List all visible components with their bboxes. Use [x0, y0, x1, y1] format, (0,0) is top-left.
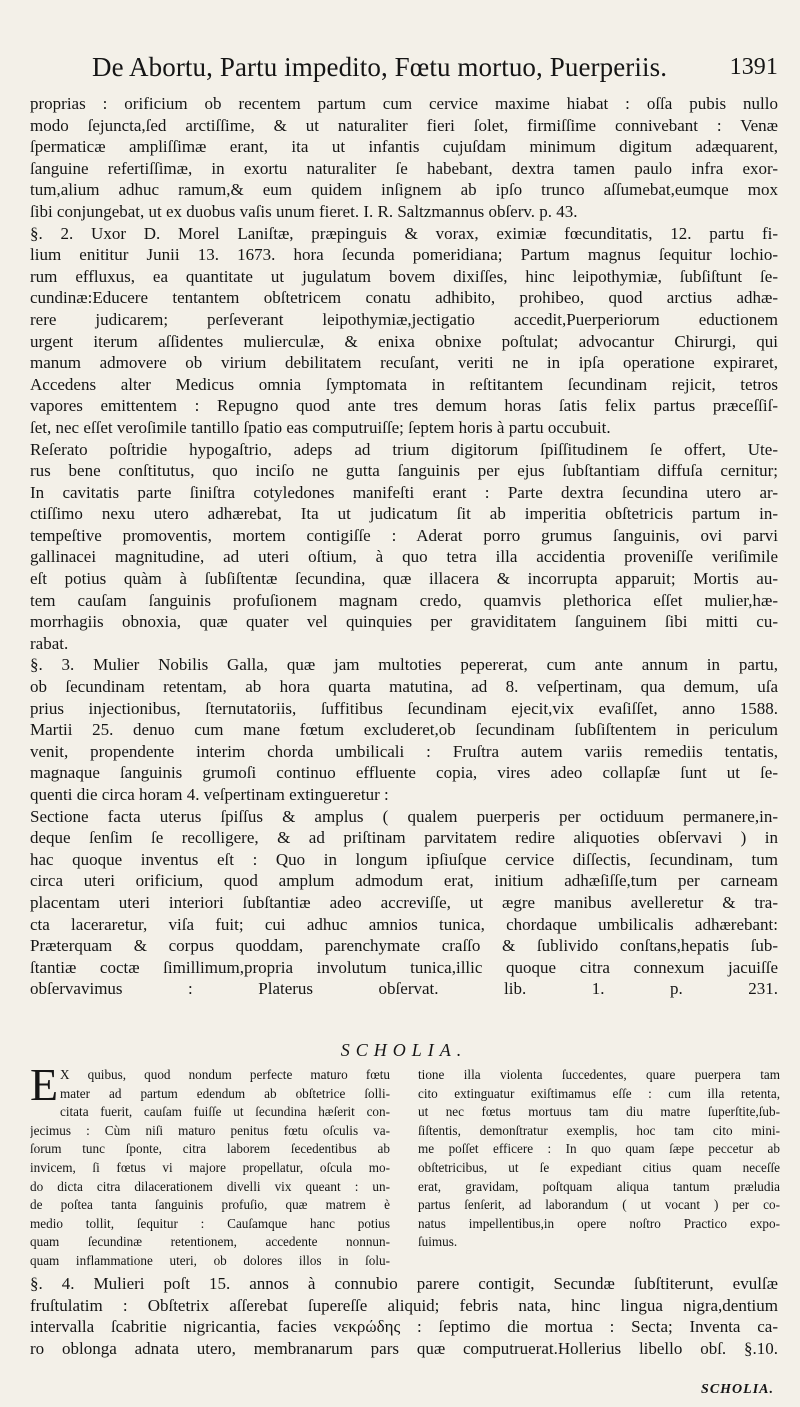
text-line: modo ſejuncta,ſed arctiſſime, & ut naturaliter fieri ſolet, firmiſſime connivebant : Venæ	[30, 115, 778, 135]
text-line: invicem, ſi fœtus vi majore propellatur, oſcula mo-	[30, 1159, 390, 1175]
text-line: natus impellentibus,in opere noſtro Practico expo-	[418, 1215, 780, 1231]
text-line: rere judicarem; perſeverant leipothymiæ,jectigatio accedit,Puerperiorum eductionem	[30, 309, 778, 329]
text-line: vapores emittentem : Repugno quod ante tres demum horas ſatis felix partus præceſſiſ-	[30, 396, 778, 416]
text-line: §. 2. Uxor D. Morel Laniſtæ, præpinguis & vorax, eximiæ fœcunditatis, 12. partu fi-	[30, 223, 778, 243]
drop-cap: E	[30, 1059, 59, 1110]
text-line: ſorum tunc ſponte, citra laborem ſecedentibus ab	[30, 1141, 390, 1157]
text-line: de poſtea tanta ſanguinis profuſio, quæ matrem è	[30, 1197, 390, 1213]
text-line: prius injectionibus, ſternutatoriis, ſuffitibus ſecundinam ejecit,vix evaſiſſet, anno 1588.	[30, 698, 778, 718]
scholia-right-column	[418, 1066, 780, 1252]
text-line: tione illa violenta ſuccedentes, quare puerpera tam	[418, 1067, 780, 1082]
header-title: De Abortu, Partu impedito, Fœtu mortuo, Puerperiis.	[92, 52, 668, 82]
text-line: tum,alium adhuc ramum,& eum quidem inſignem ab ipſo trunco aſſumebat,eumque mox	[30, 180, 778, 200]
text-line: erat, gravidam, poſtquam aliqua tantum præludia	[418, 1178, 780, 1194]
text-line: jecimus : Cùm niſi maturo penitus fœtu oſculis va-	[30, 1122, 390, 1138]
text-line: In cavitatis parte ſiniſtra cotyledones manifeſti erant : Parte dextra ſecundina utero ar-	[30, 482, 778, 502]
text-line: gallinacei magnitudine, ad uteri oſtium, à quo tetra illa accidentia proveniſſe veriſimile	[30, 547, 778, 567]
text-line: cundinæ:Educere tentantem obſtetricem conatu adhibito, prohibeo, quod arctius adhæ-	[30, 288, 778, 308]
text-line: circa uteri orificium, quod amplum admodum erat, initium adhæſiſſe,tum per carneam	[30, 871, 778, 891]
text-line: hac quoque inventus eſt : Quo in longum ipſiuſque cervice diſſectis, ſecundinam, tum	[30, 849, 778, 869]
page-number: 1391	[729, 54, 778, 80]
text-line: tem cauſam ſanguinis profuſionem magnam credo, quamvis plethorica eſſet mulier,hæ-	[30, 590, 778, 610]
text-line: intervalla ſcabritie nigricantia, facies νεκρώδης : ſeptimo die mortua : Secta; Inventa ca-	[30, 1317, 778, 1337]
text-line: morrhagiis obnoxia, quæ quater vel quinquies per graviditatem ſanguinem ſibi mitti cu-	[30, 612, 778, 632]
text-line: lium enititur Junii 13. 1673. hora ſecunda pomeridiana; Partum magnus ſequitur lochio-	[30, 245, 778, 265]
scholia-heading: SCHOLIA.	[340, 1040, 468, 1060]
scholia-left-column	[30, 1059, 390, 1271]
text-line: Reſerato poſtridie hypogaſtrio, adeps ad trium digitorum ſpiſſitudinem ſe offert, Ute-	[30, 439, 778, 459]
catchword: SCHOLIA.	[701, 1382, 774, 1397]
text-line: proprias : orificium ob recentem partum cum cervice maxime hiabat : oſſa pubis nullo	[30, 94, 778, 113]
text-line: ſtantiæ coctæ ſimillimum,propria involutum tunica,illic quoque citra connexum jacuiſſe	[30, 957, 778, 977]
text-line: urgent iterum aſſidentes mulierculæ, & enixa obnixe poſtulat; advocantur Chirurgi, qui	[30, 331, 778, 351]
text-line: Sectione facta uterus ſpiſſus & amplus ( qualem puerperis per octiduum permanere,in-	[30, 806, 778, 826]
text-line: obſervavimus : Platerus obſervat. lib. 1. p. 231.	[30, 979, 778, 999]
text-line: manum admovere ob virium debilitatem recuſant, veriti ne in ipſa operatione expiraret,	[30, 353, 778, 373]
text-line: ſibi conjungebat, ut ex duobus vaſis unum fieret. I. R. Saltzmannus obſerv. p. 43.	[30, 201, 578, 221]
text-line: Martii 25. denuo cum mane fœtum excluderet,ob ſecundinam ſubſiſtentem in periculum	[30, 720, 778, 740]
text-line: rum effluxus, ea quantitate ut jugulatum bovem dixiſſes, hinc leipothymiæ, ſubſiſtunt ſe-	[30, 266, 778, 286]
text-line: ctiſſimo nexu utero adhærebat, Ita ut judicatum ſit ab imperitia obſtetricis partum in-	[30, 504, 778, 524]
text-line: X quibus, quod nondum perfecte maturo fœtu	[60, 1067, 390, 1082]
text-line: magnaque ſanguinis grumoſi continuo effluente copia, vires adeo collapſæ ſunt ut ſe-	[30, 763, 778, 783]
text-line: me poſſet efficere : In quo quam ſæpe peccetur ab	[418, 1141, 780, 1157]
text-line: tempeſtive promoventis, mortem contigiſſe : Aderat porro grumus ſanguinis, ovi parvi	[30, 525, 778, 545]
text-line: cito extinguatur exiſtimamus eſſe : cum illa retenta,	[418, 1085, 780, 1101]
text-line: deque ſenſim ſe recolligere, & ad priſtinam parvitatem redire aliquoties obſervavi ) in	[30, 828, 778, 848]
text-line: ut nec fœtus mortuus tam diu matre ſuperſtite,ſub-	[418, 1104, 780, 1120]
text-line: do dicta citra dilacerationem divelli vix queant : un-	[30, 1178, 390, 1194]
running-header	[30, 52, 778, 92]
paragraph-4	[30, 1273, 778, 1359]
text-line: §. 3. Mulier Nobilis Galla, quæ jam multoties pepererat, cum ante annum in partu,	[30, 655, 778, 675]
main-text	[30, 93, 778, 1000]
text-line: quam inflammatione uteri, ob dolores illos in ſolu-	[30, 1252, 390, 1268]
text-line: ſuimus.	[418, 1234, 458, 1250]
text-line: rus bene conſtitutus, quo inciſo ne gutta ſanguinis per ejus ſubſtantiam diffuſa cernitur;	[30, 461, 778, 481]
text-line: quam ſecundinæ retentionem, accedente nonnun-	[30, 1234, 390, 1250]
text-line: obſtetricibus, ut ſe expediant citius quam neceſſe	[418, 1159, 780, 1175]
text-line: rabat.	[30, 633, 69, 653]
text-line: placentam uteri interiori ſubſtantiæ adeo accreviſſe, ut ægre manibus avelleretur & tra-	[30, 892, 778, 912]
text-line: Præterquam & corpus quoddam, parenchymate craſſo & ſublivido conſtans,hepatis ſub-	[30, 936, 778, 956]
text-line: quenti die circa horam 4. veſpertinam extingueretur :	[30, 785, 389, 804]
text-line: ſet, nec eſſet veroſimile tantillo ſpatio eas computruiſſe; ſeptem horis à partu occubuit.	[30, 417, 611, 437]
text-line: ſanguine refertiſſimæ, in exortu naturaliter ſe habebant, dextra tamen paulo infra exor-	[30, 158, 778, 178]
text-line: partus ſenſerit, ad laborandum ( ut vocant ) per co-	[418, 1197, 780, 1213]
text-line: medio tollit, ſequitur : Cauſamque hanc potius	[30, 1215, 390, 1231]
text-line: citata fuerit, cauſam fuiſſe ut ſecundina hæſerit con-	[60, 1104, 390, 1120]
text-line: ſpermaticæ ampliſſimæ erant, ita ut infantis cujuſdam minimum digitum adæquarent,	[30, 137, 778, 157]
text-line: fruſtulatim : Obſtetrix aſſerebat ſupereſſe aliquid; febris nata, hinc lingua nigra,dentium	[30, 1295, 778, 1315]
text-line: ſiſtentis, demonſtratur exemplis, hoc tam cito mini-	[418, 1122, 780, 1138]
text-line: §. 4. Mulieri poſt 15. annos à connubio parere contigit, Secundæ ſubſtiterunt, evulſæ	[30, 1274, 778, 1293]
text-line: eſt potius quàm à ſubſiſtentæ ſecundina, quæ illacera & incorrupta apparuit; Mortis au-	[30, 569, 778, 589]
text-line: cta laceraretur, viſa fuit; cui adhuc amnios tunica, chordaque umbilicalis adhærebant:	[30, 914, 778, 934]
text-line: ro oblonga adnata utero, membranarum pars quæ computruerat.Hollerius libello obſ. §.10.	[30, 1338, 778, 1358]
text-line: ob ſecundinam retentam, ab hora quarta matutina, ad 8. veſpertinam, qua demum, uſa	[30, 677, 778, 697]
text-line: mater ad partum edendum ab obſtetrice ſolli-	[60, 1085, 390, 1101]
text-line: venit, propendente interim chorda umbilicali : Fruſtra autem variis remediis tentatis,	[30, 741, 778, 761]
text-line: Accedens alter Medicus omnia ſymptomata in reſtitantem ſecundinam rejicit, tetros	[30, 374, 778, 394]
